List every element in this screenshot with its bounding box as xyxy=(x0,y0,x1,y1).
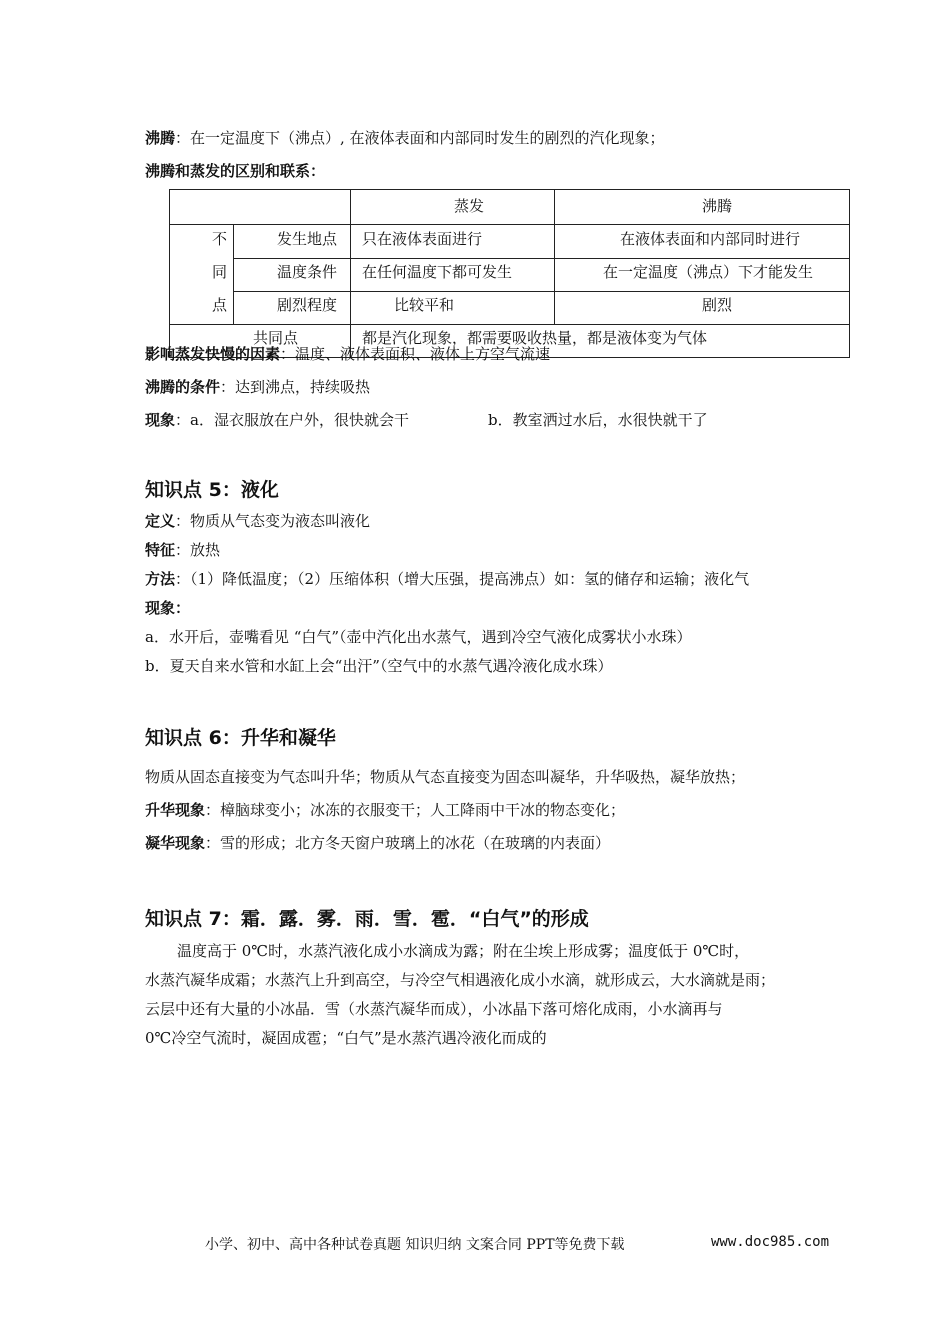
boiling-condition xyxy=(145,376,370,397)
k6-dep-text: ：雪的形成；北方冬天窗户玻璃上的冰花（在玻璃的内表面） xyxy=(205,834,611,852)
k5-feature xyxy=(145,539,220,560)
k6-deposition xyxy=(145,832,610,853)
evaporation-factors xyxy=(145,343,550,364)
k5-phen-b: b．夏天自来水管和水缸上会“出汗”（空气中的水蒸气遇冷液化成水珠） xyxy=(145,657,613,675)
row-intensity-label: 剧烈程度 xyxy=(277,296,338,314)
k5-definition xyxy=(145,510,370,531)
boiling-condition-label: 沸腾的条件 xyxy=(145,378,221,396)
row-intensity-boil: 剧烈 xyxy=(702,296,733,314)
k7-line-3: 云层中还有大量的小冰晶．雪（水蒸汽凝华而成），小冰晶下落可熔化成雨，小水滴再与 xyxy=(145,1000,723,1018)
row-location-boil: 在液体表面和内部同时进行 xyxy=(620,230,801,248)
k6-sublimation xyxy=(145,799,625,820)
difference-title: 沸腾和蒸发的区别和联系： xyxy=(145,162,326,180)
k7-heading: 知识点 7：霜．露．雾．雨．雪．雹．“白气”的形成 xyxy=(145,908,589,930)
common-text: 都是汽化现象，都需要吸收热量，都是液体变为气体 xyxy=(362,329,708,347)
row-location-label: 发生地点 xyxy=(277,230,338,248)
diff-char-2: 同 xyxy=(212,263,228,281)
phenomena-label: 现象 xyxy=(145,411,176,429)
boiling-definition-text: ：在一定温度下（沸点）, 在液体表面和内部同时发生的剧烈的汽化现象； xyxy=(175,129,665,147)
footer-text: 小学、初中、高中各种试卷真题 知识归纳 文案合同 PPT等免费下载 xyxy=(205,1237,625,1253)
k7-line-4: 0℃冷空气流时，凝固成雹；“白气”是水蒸汽遇冷液化而成的 xyxy=(145,1029,547,1047)
row-temperature-evap: 在任何温度下都可发生 xyxy=(362,263,513,281)
footer-url[interactable]: www.doc985.com xyxy=(711,1234,830,1250)
row-temperature-label: 温度条件 xyxy=(277,263,338,281)
header-evaporation: 蒸发 xyxy=(454,197,485,215)
k5-method-label: 方法 xyxy=(145,570,176,588)
k5-def-label: 定义 xyxy=(145,512,176,530)
k5-method-text: ：（1）降低温度；（2）压缩体积（增大压强，提高沸点）如：氢的储存和运输；液化气 xyxy=(175,570,750,588)
row-temperature-boil: 在一定温度（沸点）下才能发生 xyxy=(603,263,814,281)
k6-intro: 物质从固态直接变为气态叫升华；物质从气态直接变为固态叫凝华，升华吸热，凝华放热； xyxy=(145,768,746,786)
k6-sub-label: 升华现象 xyxy=(145,801,206,819)
phenomena-b: b．教室洒过水后，水很快就干了 xyxy=(488,411,708,429)
k5-phen-a: a．水开后，壶嘴看见 “白气”（壶中汽化出水蒸气，遇到冷空气液化成雾状小水珠） xyxy=(145,628,692,646)
boiling-condition-text: ：达到沸点，持续吸热 xyxy=(220,378,371,396)
phenomena-line xyxy=(145,409,409,430)
k5-heading: 知识点 5：液化 xyxy=(145,479,279,501)
row-intensity-evap: 比较平和 xyxy=(394,296,455,314)
phenomena-a: ：a．湿衣服放在户外，很快就会干 xyxy=(175,411,409,429)
k7-line-1: 温度高于 0℃时，水蒸汽液化成小水滴成为露；附在尘埃上形成雾；温度低于 0℃时， xyxy=(177,942,750,960)
header-boiling: 沸腾 xyxy=(702,197,733,215)
k6-heading: 知识点 6：升华和凝华 xyxy=(145,727,336,749)
k5-def-text: ：物质从气态变为液态叫液化 xyxy=(175,512,371,530)
k7-line-2: 水蒸汽凝华成霜；水蒸汽上升到高空，与冷空气相遇液化成小水滴，就形成云，大水滴就是雨； xyxy=(145,971,776,989)
k5-feat-label: 特征 xyxy=(145,541,176,559)
k6-sub-text: ：樟脑球变小；冰冻的衣服变干；人工降雨中干冰的物态变化； xyxy=(205,801,626,819)
common-label: 共同点 xyxy=(253,329,299,347)
boiling-label: 沸腾 xyxy=(145,129,176,147)
k5-feat-text: ：放热 xyxy=(175,541,221,559)
k5-phen-label: 现象： xyxy=(145,599,191,617)
factors-label: 影响蒸发快慢的因素 xyxy=(145,345,281,363)
k5-method xyxy=(145,568,749,589)
diff-char-3: 点 xyxy=(212,296,228,314)
k6-dep-label: 凝华现象 xyxy=(145,834,206,852)
diff-char-1: 不 xyxy=(212,230,228,248)
row-location-evap: 只在液体表面进行 xyxy=(362,230,483,248)
factors-text: ：温度、液体表面积、液体上方空气流速 xyxy=(280,345,551,363)
